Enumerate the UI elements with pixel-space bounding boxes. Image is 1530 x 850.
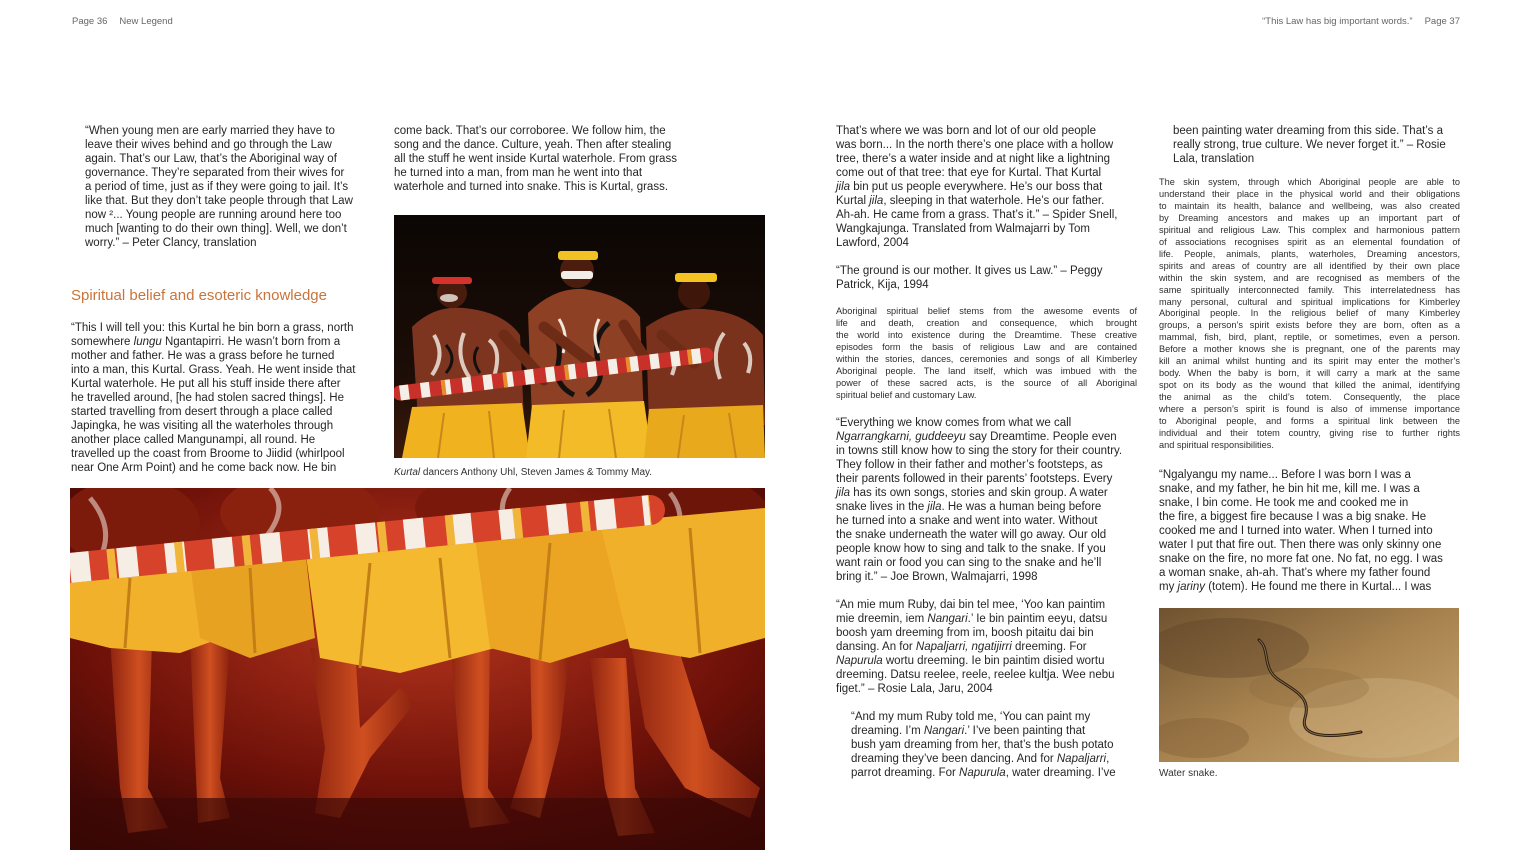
quote-kurtal-part-2 — [394, 124, 677, 194]
text-line: the snake underneath the water will go away. Our old — [836, 529, 1107, 541]
text-line: to maintain its health, balance and wellbeing, was also created — [1159, 200, 1460, 211]
quote-rosie-lala-translation-part-2 — [1173, 124, 1446, 166]
text-line: Water snake. — [1159, 768, 1218, 779]
text-line: all the stuff he went inside Kurtal waterhole. From grass — [394, 153, 677, 165]
text-line: like that. But they don’t take people through that Law — [85, 195, 353, 207]
photo-dancers-closeup — [70, 488, 765, 850]
text-line: “Ngalyangu my name... Before I was born I was a — [1159, 469, 1411, 481]
text-line — [836, 486, 1122, 500]
italic-term: Napurula — [836, 655, 883, 667]
italic-term: lungu — [133, 336, 162, 348]
text-run: dancers Anthony Uhl, Steven James & Tommy May. — [420, 467, 653, 478]
text-line: That’s where we was born and lot of our old people — [836, 125, 1096, 137]
text-line: life and death, creation and consequence, which brought — [836, 317, 1137, 328]
quote-kurtal-part-1 — [71, 321, 355, 475]
text-line: come out of that tree: that eye for Kurtal. That Kurtal — [836, 167, 1102, 179]
text-line: “Everything we know comes from what we call — [836, 417, 1072, 429]
text-run: .’ Ie bin paintim eeyu, datsu — [967, 613, 1108, 625]
text-line: the fire, a biggest fire because I was a big snake. He — [1159, 511, 1427, 523]
text-line — [394, 467, 652, 479]
italic-term: Ngarrangkarni, guddeeyu — [836, 431, 966, 443]
text-line: “The ground is our mother. It gives us Law.” – Peggy — [836, 265, 1103, 277]
page-number-right: Page 37 — [1424, 16, 1460, 27]
text-line: The skin system, through which Aboriginal people are able to — [1159, 177, 1460, 187]
text-line — [836, 640, 1115, 654]
italic-term: Napurula — [959, 767, 1006, 779]
text-line: snake, and my father, he bin hit me, kill me. I was a — [1159, 483, 1420, 495]
text-line: boosh yam dreeming from im, boosh pitaitu dai bin — [836, 627, 1094, 639]
italic-term: Nangari — [927, 613, 968, 625]
text-run: dreaming. I’m — [851, 725, 924, 737]
text-run: snake lives in the — [836, 501, 928, 513]
text-line: Patrick, Kija, 1994 — [836, 279, 929, 291]
text-line — [851, 724, 1116, 738]
text-line: travelled up the coast from Broome to Jiidid (whirlpool — [71, 448, 345, 460]
text-line — [836, 612, 1115, 626]
text-run: Ngantapirri. He wasn’t born from a — [161, 336, 341, 348]
quote-rosie-lala-translation-part-1 — [851, 710, 1116, 780]
text-line: Wangkajunga. Translated from Walmajarri by Tom — [836, 223, 1090, 235]
text-line: been painting water dreaming from this side. That’s a — [1173, 125, 1443, 137]
text-line: power of these sacred acts, is the source of all Aboriginal — [836, 377, 1137, 388]
text-line: the animal as the child’s totem. Consequently, the place — [1159, 392, 1460, 403]
text-line: “And my mum Ruby told me, ‘You can paint my — [851, 711, 1091, 723]
text-line — [836, 194, 1117, 208]
text-line: spiritual and religious Law. This complex and harmonious pattern — [1159, 224, 1460, 235]
text-line: a woman snake, ah-ah. That’s where my father found — [1159, 567, 1431, 579]
text-line: Aboriginal people. In the religious belief of many Kimberley — [1159, 308, 1460, 319]
quote-peggy-patrick — [836, 264, 1103, 292]
text-line: by Dreaming ancestors and makes up an important part of — [1159, 212, 1460, 223]
text-line: Lala, translation — [1173, 153, 1255, 165]
text-run: has its own songs, stories and skin group. A water — [850, 487, 1108, 499]
text-run: bin put us people everywhere. He’s our boss that — [850, 181, 1103, 193]
text-line: dreeming. Datsu reelee, reele, reelee kultja. Wee nebu — [836, 669, 1115, 681]
text-line: a period of time, just as if they were going to jail. It’s — [85, 181, 349, 193]
text-line: waterhole and turned into snake. This is Kurtal, grass. — [394, 181, 669, 193]
italic-term: Napaljarri — [1056, 753, 1107, 765]
text-line: to Aboriginal people, and forms a spiritual link between the — [1159, 416, 1460, 427]
text-line: leave their wives behind and go through the Law — [85, 139, 332, 151]
text-line: started travelling from desert through a place called — [71, 406, 333, 418]
text-line: bring it.” – Joe Brown, Walmajarri, 1998 — [836, 571, 1038, 583]
text-line: individual and their totem country, giving rise to further rights — [1159, 428, 1460, 439]
quote-peter-clancy — [85, 124, 353, 250]
italic-term: Nangari — [923, 725, 965, 737]
text-run: dansing. An for — [836, 641, 916, 653]
text-run: dreeming. For — [1011, 641, 1087, 653]
text-line: figet.” – Rosie Lala, Jaru, 2004 — [836, 683, 993, 695]
text-line: Lawford, 2004 — [836, 237, 909, 249]
photo-kurtal-dancers — [394, 215, 765, 458]
text-run: . He was a human being before — [941, 501, 1102, 513]
photo-water-snake — [1159, 608, 1459, 762]
text-line: the world into existence during the Dreamtime. These creative — [836, 329, 1137, 340]
page-header-left — [72, 16, 173, 28]
section-heading: Spiritual belief and esoteric knowledge — [71, 287, 327, 304]
italic-term: jariny — [1177, 581, 1206, 593]
text-line: come back. That’s our corroboree. We follow him, the — [394, 125, 666, 137]
text-line: worry.” – Peter Clancy, translation — [85, 237, 257, 249]
text-line: tree, there’s a water inside and at night like a lightning — [836, 153, 1111, 165]
quote-spider-snell — [836, 124, 1117, 250]
text-line — [1159, 580, 1443, 594]
text-run: my — [1159, 581, 1178, 593]
text-run: wortu dreeming. Ie bin paintim disied wortu — [882, 655, 1105, 667]
text-line: spot on its body as the wound that killed the animal, identifying — [1159, 380, 1460, 391]
text-line: he turned into a snake and went into water. Without — [836, 515, 1098, 527]
text-line: Aboriginal spiritual belief stems from the awesome events of — [836, 306, 1137, 316]
body-spiritual-belief — [836, 306, 1137, 402]
quote-rosie-lala-kriol — [836, 598, 1115, 696]
text-line: Japingka, he was visiting all the waterholes through — [71, 420, 334, 432]
quote-joe-brown — [836, 416, 1122, 584]
text-line: in towns still know how to sing the story for their country. — [836, 445, 1123, 457]
text-line: mother and father. He was a grass before he turned — [71, 350, 335, 362]
text-line: much [wanting to do their own thing]. Well, we don’t — [85, 223, 347, 235]
text-line: Aboriginal people. The land itself, which was imbued with the — [836, 365, 1137, 376]
text-line: he travelled around, [he had stolen sacred things]. He — [71, 392, 344, 404]
text-line — [836, 430, 1122, 444]
text-line: again. That’s our Law, that’s the Aboriginal way of — [85, 153, 337, 165]
text-run: , sleeping in that waterhole. He’s our father. — [883, 195, 1105, 207]
text-line — [836, 500, 1122, 514]
text-line: episodes form the basis of religious Law and are contained — [836, 341, 1137, 352]
italic-term: jila — [836, 181, 851, 193]
text-line: Kurtal waterhole. He put all his stuff inside there after — [71, 378, 341, 390]
italic-term: jila — [836, 487, 851, 499]
text-line — [836, 180, 1117, 194]
text-run: Kurtal — [836, 195, 870, 207]
text-line: snake, I bin come. He took me and cooked me in — [1159, 497, 1409, 509]
text-line — [851, 752, 1116, 766]
text-run: somewhere — [71, 336, 134, 348]
text-line: within the skin system, and are recognised as members of the — [1159, 272, 1460, 283]
caption-water-snake — [1159, 768, 1218, 780]
text-line: life. People, animals, plants, waterholes, Dreaming ancestors, — [1159, 248, 1460, 259]
text-line: near One Arm Point) and he come back now. He bin — [71, 462, 337, 474]
publication-title: New Legend — [119, 16, 173, 27]
text-line: within the stories, dances, ceremonies and songs of all Kimberley — [836, 353, 1137, 364]
text-line — [836, 654, 1115, 668]
text-line: understand their place in the physical world and their obligations — [1159, 188, 1460, 199]
text-line: people know how to sing and talk to the snake. If you — [836, 543, 1106, 555]
text-line: Ah-ah. He came from a grass. That’s it.” – Spider Snell, — [836, 209, 1118, 221]
text-line: governance. They’re separated from their wives for — [85, 167, 345, 179]
text-line: where a person’s spirit is found is also of immense importance — [1159, 404, 1460, 415]
page-number-left: Page 36 — [72, 16, 108, 27]
text-line: many personal, cultural and spiritual implications for Kimberley — [1159, 296, 1460, 307]
caption-dancers — [394, 467, 652, 479]
text-line — [71, 335, 355, 349]
text-line: he turned into a man, from man he went into that — [394, 167, 643, 179]
text-run: mie dreemin, iem — [836, 613, 928, 625]
text-line: same spiritually interconnected family. This interrelatedness has — [1159, 284, 1460, 295]
text-line: spiritual belief and customary Law. — [836, 389, 977, 400]
text-run: .’ I’ve been painting that — [964, 725, 1086, 737]
text-line — [851, 766, 1116, 780]
text-run: , — [1106, 753, 1110, 765]
text-line: “This I will tell you: this Kurtal he bin born a grass, north — [71, 322, 354, 334]
text-line: want rain or food you can sing to the snake and he’ll — [836, 557, 1102, 569]
text-line: song and the dance. Culture, yeah. Then after stealing — [394, 139, 672, 151]
text-line: “When young men are early married they have to — [85, 125, 335, 137]
text-line: another place called Mangunampi, all round. He — [71, 434, 316, 446]
text-line: kill an animal whilst hunting and its spirit may enter the mother’s — [1159, 356, 1460, 367]
text-line: their parents followed in their parents’ footsteps. Every — [836, 473, 1113, 485]
italic-term: jila — [927, 501, 942, 513]
text-line: “An mie mum Ruby, dai bin tel mee, ‘Yoo kan paintim — [836, 599, 1106, 611]
text-line: spirits and areas of country are all identified by their own place — [1159, 260, 1460, 271]
quote-ngalyangu — [1159, 468, 1443, 594]
text-line: cooked me and I turned into water. When I turned into — [1159, 525, 1433, 537]
text-line: body. When the baby is born, it will carry a mark at the same — [1159, 368, 1460, 379]
text-line: really strong, true culture. We never forget it.” – Rosie — [1173, 139, 1446, 151]
text-line: now ²... Young people are running around here too — [85, 209, 342, 221]
body-skin-system — [1159, 177, 1460, 452]
text-run: dreaming they’ve been dancing. And for — [851, 753, 1057, 765]
text-line: groups, a person’s spirit exists before they are born, often as a — [1159, 320, 1460, 331]
text-run: say Dreamtime. People even — [965, 431, 1117, 443]
text-run: , water dreaming. I’ve — [1005, 767, 1116, 779]
italic-term: Kurtal — [394, 467, 421, 478]
text-line: water I put that fire out. Then there was only skinny one — [1159, 539, 1442, 551]
text-line: Before a mother knows she is pregnant, one of the parents may — [1159, 344, 1460, 355]
text-line: snake on the fire, no more fat one. No fat, no egg. I was — [1159, 553, 1443, 565]
text-line: and spiritual responsibilities. — [1159, 439, 1274, 450]
text-run: (totem). He found me there in Kurtal... I was — [1205, 581, 1432, 593]
italic-term: jila — [869, 195, 884, 207]
text-line: was born... In the north there’s one place with a hollow — [836, 139, 1114, 151]
text-line: They follow in their father and mother’s footsteps, as — [836, 459, 1103, 471]
text-line: mammal, fish, bird, plant, reptile, or sometimes, even a person. — [1159, 332, 1460, 343]
page-header-right — [1262, 16, 1460, 28]
chapter-title: “This Law has big important words.” — [1262, 16, 1413, 27]
text-line: of associations recognises spirit as an elemental foundation of — [1159, 236, 1460, 247]
text-line: into a man, this Kurtal. Grass. Yeah. He went inside that — [71, 364, 356, 376]
text-run: parrot dreaming. For — [851, 767, 960, 779]
text-line: bush yam dreaming from her, that’s the bush potato — [851, 739, 1114, 751]
italic-term: Napaljarri, ngatijirri — [915, 641, 1012, 653]
